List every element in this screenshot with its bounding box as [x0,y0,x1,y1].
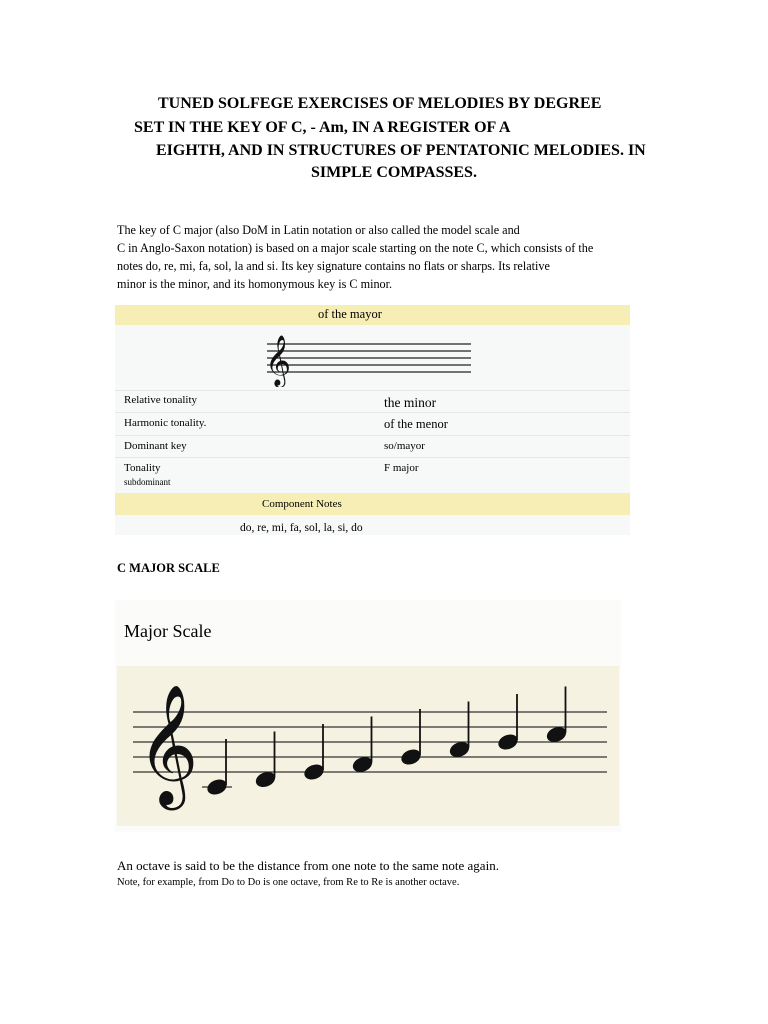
title-line-1: TUNED SOLFEGE EXERCISES OF MELODIES BY DEGREE [158,95,602,112]
table-divider [115,412,630,413]
intro-line-1: The key of C major (also DoM in Latin notation or also called the model scale and [117,223,520,237]
row-label-subdominant: Tonality [124,462,161,474]
title-line-3: EIGHTH, AND IN STRUCTURES OF PENTATONIC MELODIES. IN [156,142,646,159]
component-notes: do, re, mi, fa, sol, la, si, do [240,522,363,534]
table-header: of the mayor [318,307,382,321]
treble-clef-staff [263,331,475,387]
table-divider [115,390,630,391]
row-label-subdominant-2: subdominant [124,477,171,487]
table-divider [115,435,630,436]
octave-example: Note, for example, from Do to Do is one octave, from Re to Re is another octave. [117,877,460,888]
section-heading: C MAJOR SCALE [117,561,220,575]
row-label-harmonic: Harmonic tonality. [124,417,207,429]
octave-definition: An octave is said to be the distance from one note to the same note again. [117,858,499,873]
row-value-relative: the minor [384,395,437,410]
row-value-dominant: so/mayor [384,440,425,452]
row-label-relative: Relative tonality [124,394,198,406]
component-notes-header: Component Notes [262,498,342,510]
title-line-4: SIMPLE COMPASSES. [311,164,477,181]
component-header-band [115,493,630,515]
intro-line-4: minor is the minor, and its homonymous key is C minor. [117,277,393,291]
scale-figure-title: Major Scale [124,621,212,641]
treble-clef-icon: 𝄞 [137,683,199,805]
intro-paragraph [117,221,657,293]
row-value-harmonic: of the menor [384,417,448,431]
major-scale-figure [115,600,621,832]
key-info-table [115,305,630,535]
table-divider [115,457,630,458]
row-label-dominant: Dominant key [124,440,187,452]
intro-line-2: C in Anglo-Saxon notation) is based on a major scale starting on the note C, which consists of the [117,241,594,255]
treble-clef-icon: 𝄞 [265,335,292,386]
title-line-2: SET IN THE KEY OF C, - Am, IN A REGISTER OF A [134,119,511,136]
major-scale-staff [115,600,621,832]
intro-line-3: notes do, re, mi, fa, sol, la and si. Its key signature contains no flats or sharps. Its relative [117,259,550,273]
row-value-subdominant: F major [384,462,419,474]
